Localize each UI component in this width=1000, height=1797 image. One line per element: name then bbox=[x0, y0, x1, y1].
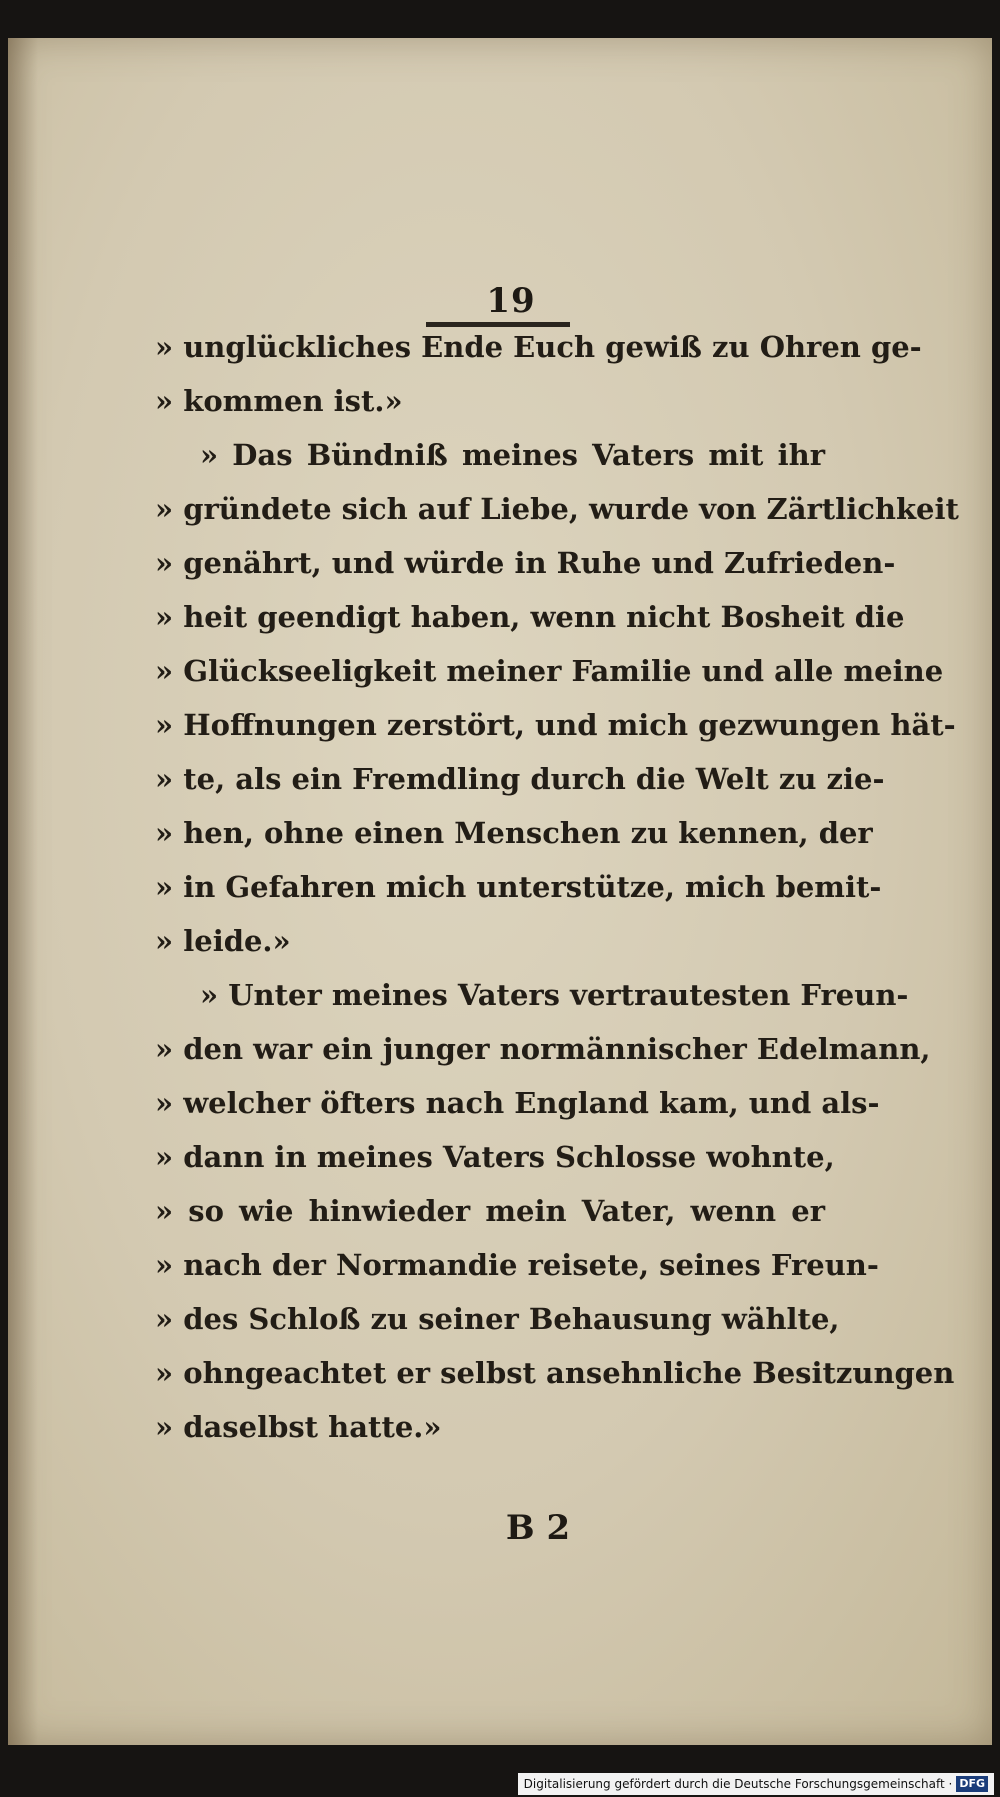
dfg-logo-icon: DFG bbox=[956, 1776, 988, 1792]
footer-credit: Digitalisierung gefördert durch die Deutsche Forschungsgemeinschaft · bbox=[523, 1777, 953, 1791]
text-line: » dann in meines Vaters Schlosse wohnte, bbox=[155, 1140, 835, 1174]
text-line: » so wie hinwieder mein Vater, wenn er bbox=[155, 1194, 825, 1228]
text-line: » ohngeachtet er selbst ansehnliche Besitzungen bbox=[155, 1356, 955, 1390]
text-line: » heit geendigt haben, wenn nicht Bosheit die bbox=[155, 600, 905, 634]
page-number: 19 bbox=[486, 281, 536, 321]
text-line: » Glückseeligkeit meiner Familie und alle meine bbox=[155, 654, 944, 688]
text-line: » kommen ist.» bbox=[155, 384, 403, 418]
text-line: » des Schloß zu seiner Behausung wählte, bbox=[155, 1302, 840, 1336]
text-line: » den war ein junger normännischer Edelmann, bbox=[155, 1032, 931, 1066]
text-line: » gründete sich auf Liebe, wurde von Zärtlichkeit bbox=[155, 492, 959, 526]
text-line: » in Gefahren mich unterstütze, mich bemit- bbox=[155, 870, 882, 904]
text-line: » unglückliches Ende Euch gewiß zu Ohren ge- bbox=[155, 330, 922, 364]
text-line: » daselbst hatte.» bbox=[155, 1410, 442, 1444]
text-line: » nach der Normandie reisete, seines Freun- bbox=[155, 1248, 879, 1282]
printer-signature: B 2 bbox=[505, 1508, 571, 1548]
text-line: » genährt, und würde in Ruhe und Zufrieden- bbox=[155, 546, 896, 580]
text-line: » te, als ein Fremdling durch die Welt zu zie- bbox=[155, 762, 885, 796]
digitization-footer bbox=[518, 1773, 994, 1795]
text-line: » Hoffnungen zerstört, und mich gezwungen hät- bbox=[155, 708, 956, 742]
text-line: » Unter meines Vaters vertrautesten Freun- bbox=[200, 978, 909, 1012]
text-line: » Das Bündniß meines Vaters mit ihr bbox=[200, 438, 825, 472]
text-line: » hen, ohne einen Menschen zu kennen, der bbox=[155, 816, 873, 850]
text-line: » welcher öfters nach England kam, und als- bbox=[155, 1086, 880, 1120]
text-line: » leide.» bbox=[155, 924, 291, 958]
body-text bbox=[155, 320, 959, 1454]
